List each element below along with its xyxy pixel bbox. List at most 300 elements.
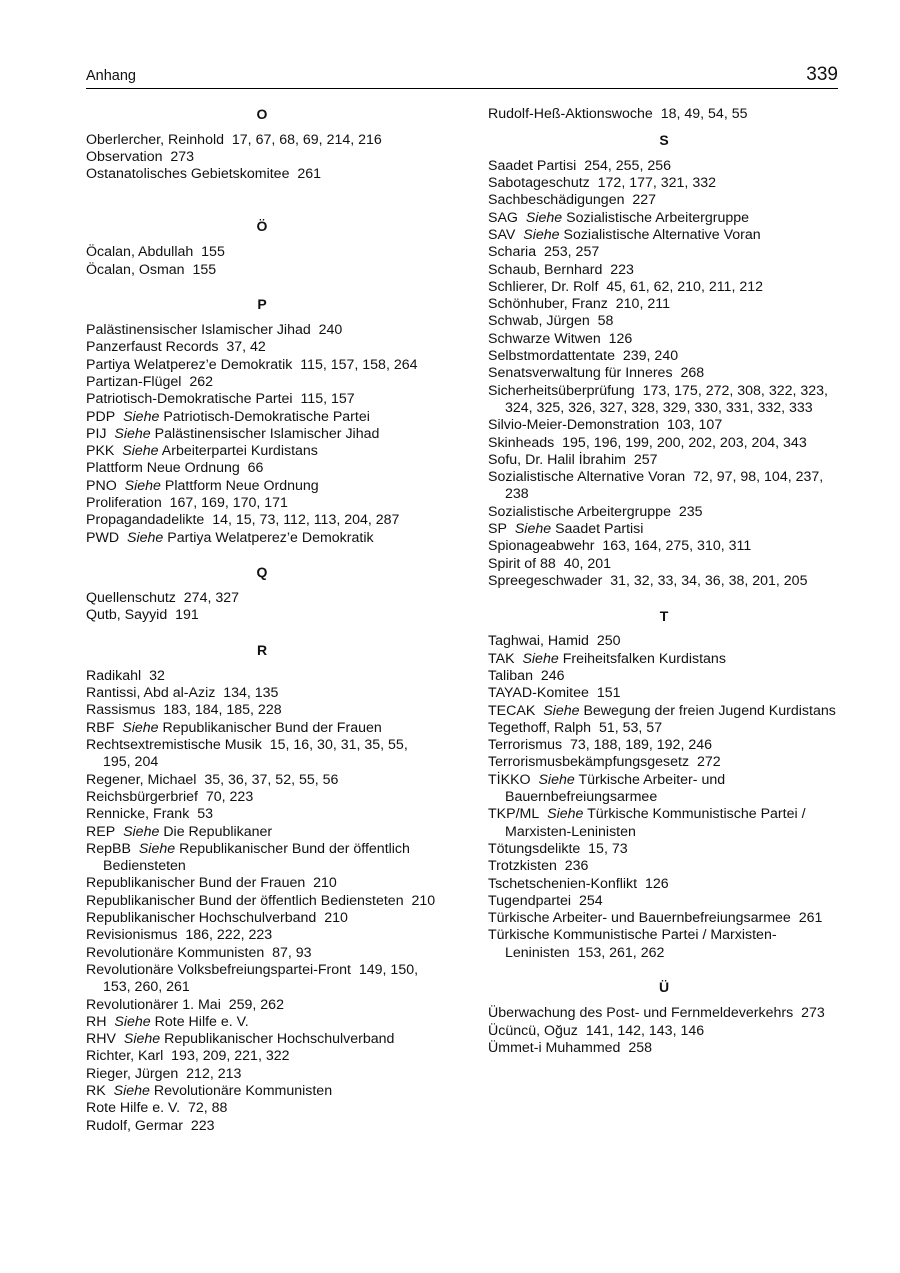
index-entry (488, 1005, 840, 1022)
section-heading-ue: Ü (658, 979, 670, 996)
see-reference-target: Sozialistische Arbeitergruppe (566, 209, 750, 226)
page-references: 254, 255, 256 (584, 157, 671, 174)
page-references: 272 (696, 754, 721, 771)
index-entry (488, 754, 840, 771)
index-entry (488, 210, 840, 227)
index-term: Schönhuber, Franz (488, 296, 608, 313)
index-entry (86, 702, 438, 719)
index-entry (488, 1040, 840, 1057)
index-entry (488, 668, 840, 685)
index-term: Rantissi, Abd al-Aziz (86, 685, 216, 702)
page-references: 195, 196, 199, 200, 202, 203, 204, 343 (562, 434, 807, 451)
see-reference-label: Siehe (522, 650, 559, 667)
index-entry (488, 556, 840, 573)
index-entry (86, 841, 438, 876)
index-term: RK (86, 1083, 106, 1099)
index-term: Sabotageschutz (488, 175, 590, 192)
see-reference-target: Die Republikaner (163, 823, 273, 840)
page-references: 167, 169, 170, 171 (169, 495, 288, 512)
page-references: 87, 93 (272, 944, 312, 961)
index-entry (86, 685, 438, 702)
see-reference-target: Saadet Partisi (555, 521, 644, 538)
index-term: Regener, Michael (86, 771, 197, 788)
index-term: Scharia (488, 244, 537, 261)
page-references: 18, 49, 54, 55 (660, 106, 748, 122)
page-references: 73, 188, 189, 192, 246 (570, 737, 712, 754)
index-entry (488, 893, 840, 910)
see-reference-label: Siehe (123, 408, 160, 425)
index-term: Schwarze Witwen (488, 330, 601, 347)
index-term: Schwab, Jürgen (488, 313, 590, 330)
section-heading-o: O (256, 106, 268, 122)
index-entry (86, 530, 438, 547)
index-entry (488, 279, 840, 296)
page-references: 126 (644, 875, 669, 892)
page-references: 227 (632, 192, 657, 209)
index-term: Tegethoff, Ralph (488, 719, 592, 736)
index-term: TİKKO (488, 771, 531, 788)
index-term: RBF (86, 719, 115, 736)
index-term: Rechtsextremistische Musik (86, 737, 262, 754)
page-references: 37, 42 (226, 339, 266, 356)
index-entry (488, 573, 840, 590)
index-entry (86, 512, 438, 529)
section-entries-s (488, 158, 840, 590)
index-term: Radikahl (86, 667, 142, 684)
index-term: Türkische Arbeiter- und Bauernbefreiungsarmee (488, 910, 791, 927)
index-term: Rennicke, Frank (86, 806, 190, 823)
index-entry (488, 720, 840, 737)
page-references: 14, 15, 73, 112, 113, 204, 287 (212, 512, 400, 529)
page-references: 210 (411, 892, 436, 909)
index-entry (86, 893, 438, 910)
page-references: 103, 107 (666, 417, 723, 434)
index-entry (86, 720, 438, 737)
index-term: Öcalan, Osman (86, 261, 185, 278)
index-entry (86, 1048, 438, 1065)
index-term: Taliban (488, 667, 533, 684)
index-entry (488, 841, 840, 858)
section-heading-oe: Ö (256, 218, 268, 235)
index-term: Öcalan, Abdullah (86, 244, 194, 261)
index-entry (86, 590, 438, 607)
page-references: 240 (318, 322, 343, 339)
page-references: 223 (190, 1117, 215, 1134)
index-entry (86, 1031, 438, 1048)
index-term: Republikanischer Hochschulverband (86, 910, 317, 927)
index-term: Qutb, Sayyid (86, 607, 168, 624)
see-reference-target: Palästinensischer Islamischer Jihad (154, 425, 380, 442)
index-term: Propagandadelikte (86, 512, 205, 529)
see-reference-label: Siehe (138, 840, 176, 857)
page-references: 261 (798, 910, 823, 927)
index-column-right (488, 106, 840, 1057)
index-term: Schaub, Bernhard (488, 261, 603, 278)
see-reference-label: Siehe (124, 477, 161, 494)
index-term: Rudolf-Heß-Aktionswoche (488, 106, 653, 122)
index-term: Sozialistische Alternative Voran (488, 469, 686, 486)
page-references: 258 (628, 1039, 653, 1056)
see-reference-target: Türkische Kommunistische Partei / Marxisten-Leninisten (505, 806, 806, 840)
index-term: Republikanischer Bund der öffentlich Bediensteten (86, 892, 404, 909)
index-term: Sofu, Dr. Halil İbrahim (488, 451, 626, 468)
index-term: REP (86, 823, 116, 840)
index-term: Revolutionärer 1. Mai (86, 996, 221, 1013)
index-entry (488, 806, 840, 841)
page-references: 151 (596, 685, 621, 702)
index-entry (488, 296, 840, 313)
index-entry (86, 409, 438, 426)
section-entries-q (86, 590, 438, 625)
index-term: Proliferation (86, 495, 162, 512)
index-term: Plattform Neue Ordnung (86, 460, 240, 477)
see-reference-label: Siehe (547, 806, 584, 823)
page-references: 273 (170, 149, 195, 166)
index-entry (86, 495, 438, 512)
page-references: 173, 175, 272, 308, 322, 323, 324, 325, 326, 327, 328, 329, 330, 331, 332, 333 (505, 382, 828, 416)
running-header-title: Anhang (86, 68, 136, 84)
page-references: 66 (247, 460, 264, 477)
index-term: Ümmet-i Muhammed (488, 1039, 621, 1056)
page-references: 53 (197, 806, 213, 823)
page-references: 262 (189, 373, 213, 390)
see-reference-target: Republikanischer Bund der öffentlich Bediensteten (103, 840, 410, 875)
section-entries-r-continued (488, 106, 840, 123)
index-entry (86, 875, 438, 892)
index-entry (86, 1083, 438, 1100)
see-reference-label: Siehe (114, 1013, 151, 1030)
index-term: Saadet Partisi (488, 157, 577, 174)
index-entry (488, 504, 840, 521)
index-term: Tschetschenien-Konflikt (488, 875, 638, 892)
index-entry (86, 244, 438, 261)
index-entry (488, 1023, 840, 1040)
index-term: Terrorismus (488, 737, 563, 754)
index-entry (86, 339, 438, 356)
page-references: 183, 184, 185, 228 (163, 702, 282, 719)
index-entry (488, 772, 840, 807)
page-references: 261 (297, 166, 322, 183)
page-references: 45, 61, 62, 210, 211, 212 (606, 278, 764, 295)
index-term: Reichsbürgerbrief (86, 788, 198, 805)
page-references: 134, 135 (223, 685, 279, 702)
section-entries-t (488, 633, 840, 962)
index-entry (488, 192, 840, 209)
index-entry (488, 435, 840, 452)
index-entry (488, 469, 840, 504)
index-term: Observation (86, 149, 163, 166)
see-reference-target: Republikanischer Bund der Frauen (162, 719, 382, 736)
page-references: 210, 211 (615, 296, 670, 313)
index-term: PIJ (86, 425, 107, 442)
see-reference-label: Siehe (113, 1083, 150, 1099)
index-entry (488, 651, 840, 668)
index-entry (86, 737, 438, 772)
index-entry (488, 737, 840, 754)
see-reference-label: Siehe (538, 771, 575, 788)
page-references: 210 (313, 875, 337, 892)
index-term: TECAK (488, 702, 536, 719)
index-term: RepBB (86, 840, 131, 857)
page-references: 141, 142, 143, 146 (585, 1022, 705, 1039)
index-entry (86, 607, 438, 624)
index-term: Terrorismusbekämpfungsgesetz (488, 754, 690, 771)
index-entry (86, 391, 438, 408)
index-entry (86, 460, 438, 477)
index-entry (86, 945, 438, 962)
page-references: 191 (175, 607, 199, 624)
index-term: Ücüncü, Oğuz (488, 1022, 578, 1039)
index-entry (86, 426, 438, 443)
index-term: Palästinensischer Islamischer Jihad (86, 322, 311, 339)
page-references: 15, 73 (588, 840, 628, 857)
index-term: Sachbeschädigungen (488, 192, 625, 209)
index-term: PDP (86, 408, 116, 425)
index-term: RH (86, 1013, 107, 1030)
see-reference-target: Rote Hilfe e. V. (154, 1013, 249, 1030)
index-entry (488, 452, 840, 469)
index-term: SAG (488, 209, 518, 226)
index-term: SP (488, 521, 507, 538)
index-term: Skinheads (488, 434, 555, 451)
index-term: Revisionismus (86, 927, 178, 944)
section-heading-t: T (659, 607, 669, 624)
index-term: Richter, Karl (86, 1048, 164, 1065)
page-references: 274, 327 (183, 590, 240, 607)
page-references: 235 (678, 503, 703, 520)
index-term: Rudolf, Germar (86, 1117, 183, 1134)
index-entry (86, 824, 438, 841)
page-references: 253, 257 (544, 244, 600, 261)
page-references: 212, 213 (186, 1065, 242, 1082)
index-term: Sozialistische Arbeitergruppe (488, 503, 671, 520)
index-term: Ostanatolisches Gebietskomitee (86, 166, 290, 183)
see-reference-target: Patriotisch-Demokratische Partei (163, 408, 370, 425)
page-references: 72, 88 (188, 1100, 228, 1117)
see-reference-target: Plattform Neue Ordnung (164, 477, 319, 494)
see-reference-label: Siehe (122, 719, 159, 736)
index-entry (488, 383, 840, 418)
index-term: Senatsverwaltung für Inneres (488, 365, 673, 382)
index-entry (86, 374, 438, 391)
index-entry (86, 1014, 438, 1031)
index-term: Trotzkisten (488, 858, 557, 875)
index-term: Rote Hilfe e. V. (86, 1100, 181, 1117)
page-references: 236 (564, 858, 589, 875)
index-term: Taghwai, Hamid (488, 633, 589, 650)
index-entry (86, 357, 438, 374)
index-term: PNO (86, 477, 117, 494)
index-entry (86, 443, 438, 460)
section-entries-r (86, 668, 438, 1135)
see-reference-target: Freiheitsfalken Kurdistans (562, 650, 726, 667)
see-reference-label: Siehe (543, 702, 580, 719)
section-heading-s: S (659, 131, 669, 148)
index-term: Tötungsdelikte (488, 840, 581, 857)
index-term: Oberlercher, Reinhold (86, 131, 225, 148)
index-entry (86, 927, 438, 944)
index-term: Spreegeschwader (488, 572, 603, 589)
index-entry (488, 331, 840, 348)
index-term: Selbstmordattentate (488, 348, 615, 365)
index-entry (488, 685, 840, 702)
index-term: SAV (488, 226, 516, 243)
index-entry (488, 633, 840, 650)
index-term: Spirit of 88 (488, 555, 556, 572)
index-entry (86, 166, 438, 183)
page-header (86, 60, 838, 89)
page-references: 273 (801, 1005, 825, 1022)
page-references: 259, 262 (228, 996, 284, 1013)
index-entry (86, 962, 438, 997)
index-term: Silvio-Meier-Demonstration (488, 417, 660, 434)
page-references: 257 (633, 451, 658, 468)
see-reference-label: Siehe (122, 443, 159, 460)
see-reference-label: Siehe (123, 823, 160, 840)
page-references: 155 (192, 261, 217, 278)
index-term: Revolutionäre Kommunisten (86, 944, 265, 961)
index-entry (86, 149, 438, 166)
index-term: TAK (488, 650, 515, 667)
index-entry (488, 158, 840, 175)
index-entry (86, 262, 438, 279)
see-reference-target: Arbeiterpartei Kurdistans (161, 443, 318, 460)
index-entry (86, 772, 438, 789)
index-term: PKK (86, 443, 115, 460)
index-entry (86, 322, 438, 339)
index-entry (488, 262, 840, 279)
page-references: 250 (596, 633, 621, 650)
index-entry (488, 876, 840, 893)
index-term: Schlierer, Dr. Rolf (488, 278, 599, 295)
index-entry (86, 997, 438, 1014)
index-term: Partiya Welatperez’e Demokratik (86, 356, 293, 373)
page-references: 31, 32, 33, 34, 36, 38, 201, 205 (610, 572, 808, 589)
section-entries-oe (86, 244, 438, 279)
see-reference-label: Siehe (114, 425, 151, 442)
index-term: Rieger, Jürgen (86, 1065, 179, 1082)
section-heading-p: P (257, 296, 267, 313)
see-reference-target: Bewegung der freien Jugend Kurdistans (583, 702, 836, 719)
page-references: 153, 261, 262 (577, 944, 665, 961)
index-entry (488, 910, 840, 927)
page-references: 239, 240 (622, 348, 679, 365)
index-entry (488, 106, 840, 123)
page-references: 172, 177, 321, 332 (597, 175, 716, 192)
index-entry (86, 1066, 438, 1083)
index-term: RHV (86, 1031, 116, 1048)
see-reference-label: Siehe (123, 1031, 161, 1048)
index-entry (488, 858, 840, 875)
index-entry (86, 789, 438, 806)
index-entry (488, 927, 840, 962)
see-reference-label: Siehe (523, 226, 560, 243)
page-references: 186, 222, 223 (185, 927, 273, 944)
index-term: TKP/ML (488, 806, 540, 823)
page-references: 193, 209, 221, 322 (171, 1048, 290, 1065)
page-references: 115, 157, 158, 264 (300, 356, 418, 373)
index-term: Rassismus (86, 702, 156, 719)
index-entry (488, 175, 840, 192)
see-reference-label: Siehe (525, 209, 563, 226)
index-term: Partizan-Flügel (86, 373, 182, 390)
index-term: Quellenschutz (86, 590, 176, 607)
index-entry (488, 417, 840, 434)
index-entry (86, 1118, 438, 1135)
page-references: 210 (324, 910, 348, 927)
index-entry (86, 668, 438, 685)
page-references: 115, 157 (300, 391, 355, 408)
index-entry (488, 313, 840, 330)
page-references: 72, 97, 98, 104, 237, 238 (505, 469, 824, 503)
page-references: 40, 201 (563, 555, 612, 572)
see-reference-target: Türkische Arbeiter- und Bauernbefreiungsarmee (505, 771, 726, 806)
section-entries-p (86, 322, 438, 547)
index-term: Sicherheitsüberprüfung (488, 382, 635, 399)
page-references: 223 (610, 261, 634, 278)
index-entry (488, 521, 840, 538)
index-entry (86, 910, 438, 927)
page-references: 163, 164, 275, 310, 311 (602, 538, 752, 555)
index-entry (488, 348, 840, 365)
page-references: 70, 223 (205, 788, 254, 805)
section-entries-o (86, 132, 438, 184)
see-reference-target: Partiya Welatperez’e Demokratik (167, 529, 374, 546)
page-references: 32 (149, 667, 165, 684)
index-term: Patriotisch-Demokratische Partei (86, 391, 293, 408)
page-references: 126 (608, 330, 633, 347)
index-entry (488, 365, 840, 382)
index-term: Republikanischer Bund der Frauen (86, 875, 306, 892)
page-references: 254 (578, 892, 603, 909)
index-term: Panzerfaust Records (86, 339, 219, 356)
page-references: 17, 67, 68, 69, 214, 216 (231, 131, 382, 148)
page-references: 155 (201, 244, 225, 261)
page-references: 149, 150, 153, 260, 261 (103, 961, 419, 996)
section-heading-r: R (256, 641, 268, 658)
page-references: 58 (597, 313, 614, 330)
index-entry (86, 132, 438, 149)
index-term: Überwachung des Post- und Fernmeldeverkehrs (488, 1005, 794, 1022)
index-column-left (86, 106, 438, 1135)
page-references: 51, 53, 57 (598, 719, 663, 736)
section-entries-ue (488, 1005, 840, 1057)
see-reference-target: Sozialistische Alternative Voran (563, 226, 761, 243)
page-references: 15, 16, 30, 31, 35, 55, 195, 204 (103, 737, 408, 771)
index-term: PWD (86, 529, 120, 546)
page-references: 246 (540, 667, 565, 684)
index-entry (86, 806, 438, 823)
see-reference-target: Republikanischer Hochschulverband (164, 1031, 395, 1048)
see-reference-label: Siehe (127, 529, 164, 546)
index-term: Türkische Kommunistische Partei / Marxisten-Leninisten (488, 927, 777, 961)
index-term: TAYAD-Komitee (488, 685, 589, 702)
section-heading-q: Q (256, 564, 268, 581)
page-references: 35, 36, 37, 52, 55, 56 (204, 771, 339, 788)
index-entry (488, 227, 840, 244)
index-term: Tugendpartei (488, 892, 572, 909)
index-entry (488, 703, 840, 720)
index-entry (86, 1100, 438, 1117)
see-reference-target: Revolutionäre Kommunisten (153, 1083, 333, 1099)
index-entry (86, 478, 438, 495)
index-entry (488, 244, 840, 261)
index-term: Revolutionäre Volksbefreiungspartei-Front (86, 961, 351, 978)
page-number: 339 (806, 64, 838, 85)
see-reference-label: Siehe (514, 521, 552, 538)
index-entry (488, 538, 840, 555)
page-references: 268 (680, 365, 705, 382)
